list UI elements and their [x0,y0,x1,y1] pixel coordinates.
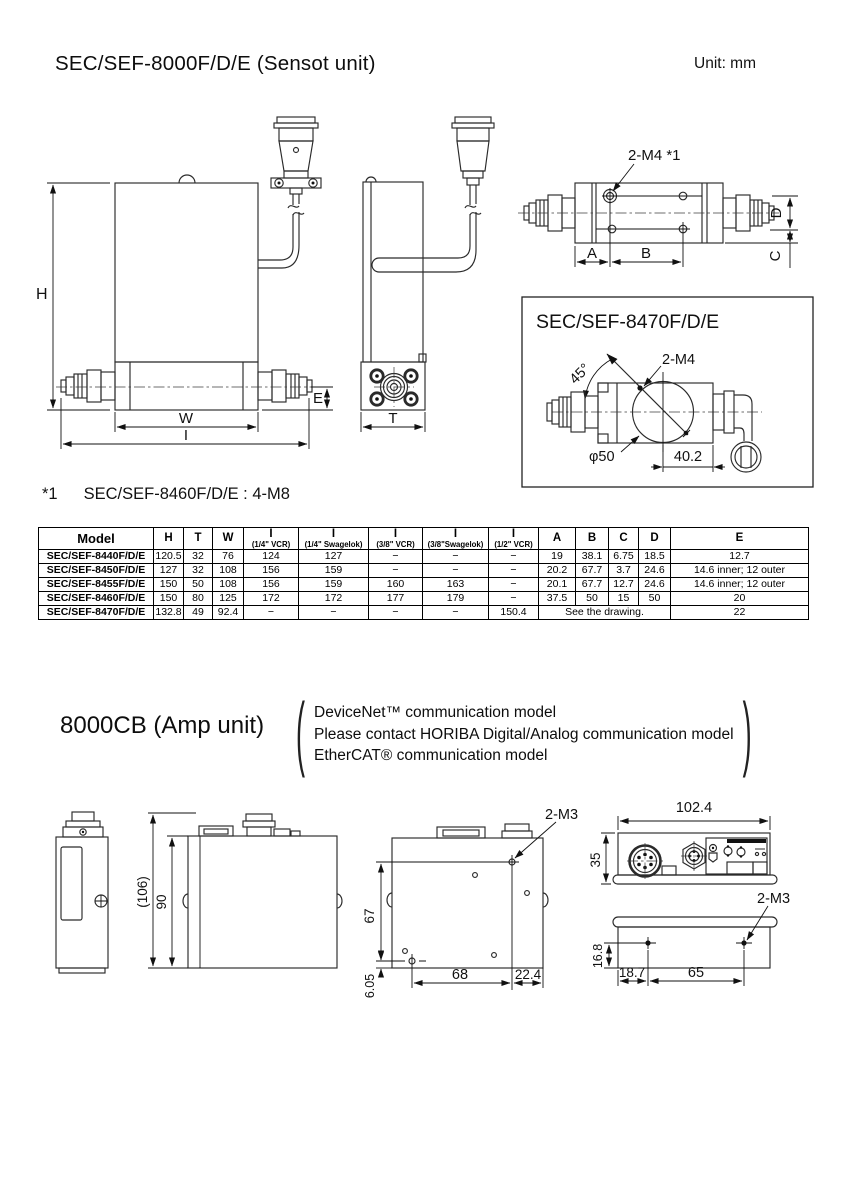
unit-label: Unit: mm [694,55,756,72]
dim-label-67: 67 [362,908,377,924]
see-drawing-cell: See the drawing. [539,606,671,620]
footnote-marker: *1 [42,485,58,503]
sensor-connector-side [372,117,494,272]
sensor-connector [258,117,321,268]
center-port [374,367,414,407]
dia-label-phi50: φ50 [589,449,615,465]
dim-label-605: 6.05 [363,973,377,999]
sensor-top-view [518,147,798,268]
vcr-fitting-left [61,370,115,402]
amp-front-view [135,813,342,968]
col-header-i-14vcr: I (1/4" VCR) [244,528,299,550]
amp-top-view [588,800,777,884]
dim-label-B: B [640,245,652,262]
dim-label-90: 90 [154,894,169,910]
dim-label-E: E [313,390,324,407]
dim-label-68: 68 [451,967,469,983]
dim-label-40-2: 40.2 [673,449,703,465]
dim-label-T: T [388,410,398,427]
col-header-b: B [576,528,609,550]
table-row: SEC/SEF-8470F/D/E 132.8 49 92.4 − − − − 150.4 See the drawing. 22 [39,606,809,620]
dim-label-106: (106) [135,876,150,908]
dim-label-C: C [767,250,784,262]
col-header-h: H [154,528,184,550]
amp-unit-drawing [0,790,842,1005]
variant-title: SEC/SEF-8470F/D/E [536,311,720,333]
col-header-model: Model [39,528,154,550]
right-paren: ) [742,686,752,779]
col-header-a: A [539,528,576,550]
left-paren: ( [296,686,305,779]
col-header-w: W [213,528,244,550]
amp-back-view [362,807,578,998]
amp-section-title: 8000CB (Amp unit) [60,712,265,739]
table-row: SEC/SEF-8460F/D/E 150 80 125 172 172 177 179 − 37.5 50 15 50 20 [39,592,809,606]
dim-label-I: I [183,427,189,444]
dim-label-65: 65 [687,965,705,981]
note-devicenet: DeviceNet™ communication model [314,704,557,721]
amp-model-notes [294,686,754,779]
screw-callout-2M3-bottom: 2-M3 [757,891,791,907]
col-header-e: E [671,528,809,550]
col-header-i-38sw: I (3/8"Swagelok) [423,528,489,550]
vcr-fitting-right [258,370,312,402]
note-digital-analog: Please contact HORIBA Digital/Analog communication model [314,725,734,743]
table-row: SEC/SEF-8450F/D/E 127 32 108 156 159 − − − 20.2 67.7 3.7 24.6 14.6 inner; 12 outer [39,564,809,578]
sensor-unit-drawing [0,0,842,512]
dim-label-168: 16.8 [591,943,605,969]
dim-label-D: D [768,207,785,219]
col-header-t: T [184,528,213,550]
amp-side-view [56,812,108,973]
note-ethercat: EtherCAT® communication model [314,747,548,764]
dim-label-35: 35 [588,852,603,868]
footnote [42,485,290,504]
dim-label-1024: 102.4 [675,800,713,816]
table-header-row [39,528,809,550]
table-row: SEC/SEF-8440F/D/E 120.5 32 76 124 127 − − − 19 38.1 6.75 18.5 12.7 [39,550,809,564]
m8-connector [681,841,707,871]
page-title: SEC/SEF-8000F/D/E (Sensot unit) [55,52,376,75]
table-row: SEC/SEF-8455F/D/E 150 50 108 156 159 160 163 − 20.1 67.7 12.7 24.6 14.6 inner; 12 outer [39,578,809,592]
dim-label-187: 18.7 [618,965,646,980]
dim-label-H: H [36,286,48,303]
col-header-c: C [609,528,639,550]
dim-label-224: 22.4 [514,967,542,982]
sensor-side-view [361,117,494,432]
col-header-d: D [639,528,671,550]
label-sticker [706,838,767,874]
screw-callout-2M4-variant: 2-M4 [662,352,696,368]
footnote-text: SEC/SEF-8460F/D/E : 4-M8 [83,485,290,503]
din-connector [627,843,663,879]
sensor-front-view [36,117,333,449]
amp-bottom-view [591,891,790,986]
dim-label-W: W [178,410,194,427]
variant-8470-box [522,297,813,487]
col-header-i-14sw: I (1/4" Swagelok) [299,528,369,550]
col-header-i-38vcr: I (3/8" VCR) [369,528,423,550]
elbow-connector [713,391,761,472]
col-header-i-12vcr: I (1/2" VCR) [489,528,539,550]
screw-callout-2M3-back: 2-M3 [545,807,579,823]
angle-label-45: 45° [566,360,594,388]
screw-callout-2M4: 2-M4 *1 [628,147,681,164]
dimension-table [38,527,809,620]
dim-label-A: A [586,245,598,262]
